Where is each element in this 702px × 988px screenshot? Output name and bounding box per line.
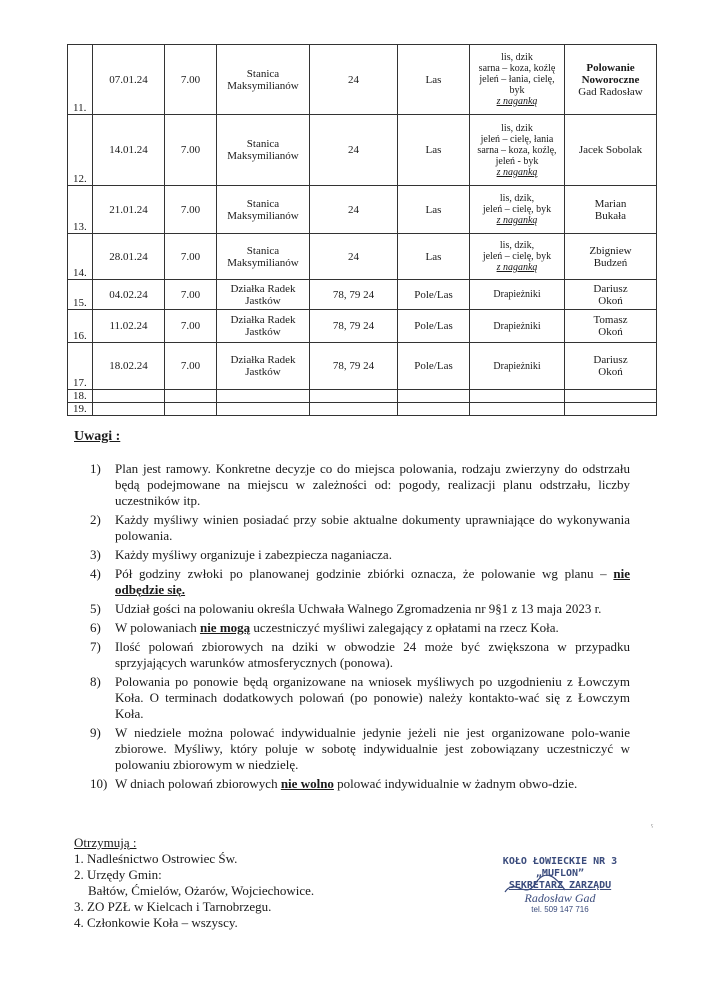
hunt-organizer: [565, 403, 657, 416]
hunt-place: Stanica Maksymilianów: [217, 115, 310, 186]
game-line: lis, dzik: [501, 52, 533, 63]
beaters-note: z naganką: [496, 262, 538, 273]
notes-heading: Uwagi :: [74, 429, 121, 444]
row-number: 16.: [68, 310, 93, 343]
note-number: 10): [90, 776, 108, 791]
hunt-date: 07.01.24: [93, 45, 165, 115]
note-text: Udział gości na polowaniu określa Uchwała Walnego Zgromadzenia nr 9§1 z 13 maja 2023 r.: [115, 601, 602, 616]
margin-mark: ˤ: [651, 822, 654, 832]
hunt-time: 7.00: [165, 343, 217, 390]
recipients-block: [74, 835, 314, 931]
hunt-date: 04.02.24: [93, 280, 165, 310]
note-item: [90, 566, 630, 598]
note-emphasis: nie mogą: [199, 620, 251, 635]
organizer-line: Zbigniew: [589, 244, 632, 257]
hunt-organizer: [565, 186, 657, 234]
stamp-signature: Radosław Gad: [524, 891, 596, 905]
game-line: lis, dzik: [501, 122, 533, 134]
hunt-game: [470, 45, 565, 115]
hunt-game: [470, 343, 565, 390]
hunt-area: [398, 403, 470, 416]
table-row: [68, 403, 657, 416]
hunt-game: [470, 310, 565, 343]
hunt-district: 24: [310, 186, 398, 234]
hunt-date: 11.02.24: [93, 310, 165, 343]
note-item: [90, 639, 630, 671]
row-number: 15.: [68, 280, 93, 310]
hunt-time: [165, 390, 217, 403]
row-number: 19.: [68, 403, 93, 416]
note-item: [90, 674, 630, 722]
recipient-line: 2. Urzędy Gmin:: [74, 867, 162, 882]
game-line: Drapieżniki: [493, 360, 541, 372]
hunt-place: Stanica Maksymilianów: [217, 45, 310, 115]
note-text: W polowaniach: [115, 620, 200, 635]
hunt-organizer: [565, 234, 657, 280]
hunt-district: 24: [310, 115, 398, 186]
hunt-game: [470, 280, 565, 310]
hunt-area: Pole/Las: [398, 280, 470, 310]
notes-list: [90, 461, 630, 795]
note-text: Ilość polowań zbiorowych na dziki w obwodzie 24 może być zwiększona w przypadku sprzyjających warunków atmosferycznych (ponowa).: [115, 639, 630, 670]
game-line: jeleń - byk: [495, 155, 539, 167]
hunt-date: 28.01.24: [93, 234, 165, 280]
table-row: [68, 234, 657, 280]
game-line: lis, dzik,: [499, 193, 535, 204]
hunt-time: 7.00: [165, 280, 217, 310]
hunt-district: [310, 390, 398, 403]
hunt-area: Las: [398, 234, 470, 280]
game-line: jeleń – łania, cielę,: [479, 74, 555, 85]
hunt-time: [165, 403, 217, 416]
recipients-heading: Otrzymują :: [74, 835, 137, 850]
note-text: W niedziele można polować indywidualnie jedynie jeżeli nie jest organizowane polo-wanie zbiorowe. Myśliwy, który poluje w sobotę indywidualnie jest zobowiązany uczestniczyć w polowaniu zbiorowym w niedzielę.: [115, 725, 630, 772]
hunt-place: [217, 403, 310, 416]
beaters-note: z naganką: [496, 215, 538, 226]
game-line: Drapieżniki: [493, 289, 541, 300]
organizer-line: Noworoczne: [581, 73, 640, 86]
note-text: Pół godziny zwłoki po planowanej godzinie zbiórki oznacza, że polowanie wg planu –: [115, 566, 614, 581]
note-text: uczestniczyć myśliwi zalegający z opłatami na rzecz Koła.: [250, 620, 559, 635]
game-line: lis, dzik,: [499, 240, 535, 251]
note-number: 2): [90, 512, 101, 527]
note-text: Plan jest ramowy. Konkretne decyzje co do miejsca polowania, rodzaju zwierzyny do odstrzału będą podejmowane na miejscu w zależności od: pogody, realizacji planu odstrzału, liczby uczestników itp.: [115, 461, 630, 508]
recipient-line: Bałtów, Ćmielów, Ożarów, Wojciechowice.: [88, 883, 315, 898]
handwritten-signature-icon: [500, 872, 570, 902]
organizer-line: Polowanie: [586, 61, 635, 74]
game-line: jeleń – cielę, łania: [480, 133, 554, 145]
note-item: [90, 461, 630, 509]
organizer-line: Marian: [594, 197, 627, 210]
hunt-area: Las: [398, 45, 470, 115]
note-text: Każdy myśliwy winien posiadać przy sobie aktualne dokumenty uprawniające do wykonywania polowania.: [115, 512, 630, 543]
note-item: [90, 620, 630, 636]
hunt-time: 7.00: [165, 45, 217, 115]
game-line: sarna – koza, koźlę,: [477, 144, 557, 156]
hunt-date: 21.01.24: [93, 186, 165, 234]
hunt-district: [310, 403, 398, 416]
game-line: jeleń – cielę, byk: [482, 251, 552, 262]
hunt-time: 7.00: [165, 234, 217, 280]
hunt-time: 7.00: [165, 310, 217, 343]
hunt-game: [470, 403, 565, 416]
hunt-game: [470, 234, 565, 280]
table-row: [68, 186, 657, 234]
note-item: [90, 776, 630, 792]
game-line: Drapieżniki: [493, 320, 541, 332]
hunt-district: 78, 79 24: [310, 310, 398, 343]
organizer-line: Gad Radosław: [578, 85, 643, 98]
hunt-schedule-table: [67, 44, 657, 416]
hunt-organizer: [565, 343, 657, 390]
table-row: [68, 390, 657, 403]
note-item: [90, 547, 630, 563]
row-number: 17.: [68, 343, 93, 390]
hunt-place: Stanica Maksymilianów: [217, 186, 310, 234]
organizer-line: Bukała: [594, 209, 627, 222]
hunt-place: Stanica Maksymilianów: [217, 234, 310, 280]
hunt-organizer: [565, 115, 657, 186]
hunt-game: [470, 186, 565, 234]
beaters-note: z naganką: [496, 96, 538, 107]
hunt-place: Działka Radek Jastków: [217, 280, 310, 310]
stamp-club-motto: „MUFLON”: [535, 868, 585, 879]
note-number: 7): [90, 639, 101, 654]
note-number: 9): [90, 725, 101, 740]
row-number: 13.: [68, 186, 93, 234]
organizer-line: Okoń: [598, 366, 623, 378]
note-number: 6): [90, 620, 101, 635]
table-row: [68, 115, 657, 186]
hunt-game: [470, 390, 565, 403]
hunt-date: 18.02.24: [93, 343, 165, 390]
note-number: 8): [90, 674, 101, 689]
hunt-district: 24: [310, 45, 398, 115]
note-number: 4): [90, 566, 101, 581]
hunt-district: 78, 79 24: [310, 280, 398, 310]
hunt-place: Działka Radek Jastków: [217, 310, 310, 343]
note-item: [90, 512, 630, 544]
table-row: [68, 310, 657, 343]
hunt-area: Las: [398, 186, 470, 234]
note-item: [90, 601, 630, 617]
recipient-line: 1. Nadleśnictwo Ostrowiec Św.: [74, 851, 238, 866]
hunt-date: 14.01.24: [93, 115, 165, 186]
hunt-game: [470, 115, 565, 186]
hunt-area: [398, 390, 470, 403]
row-number: 11.: [68, 45, 93, 115]
stamp-phone: tel. 509 147 716: [531, 905, 589, 914]
organizer-line: Dariusz: [593, 282, 628, 295]
game-line: jeleń – cielę, byk: [482, 204, 552, 215]
note-emphasis: nie odbędzie się.: [115, 566, 630, 597]
note-text: polować indywidualnie w żadnym obwo-dzie.: [333, 776, 578, 791]
organizer-line: Budzeń: [593, 256, 628, 269]
hunt-place: [217, 390, 310, 403]
row-number: 14.: [68, 234, 93, 280]
note-text: W dniach polowań zbiorowych: [115, 776, 281, 791]
row-number: 12.: [68, 115, 93, 186]
note-text: Każdy myśliwy organizuje i zabezpiecza naganiacza.: [115, 547, 392, 562]
row-number: 18.: [68, 390, 93, 403]
note-number: 5): [90, 601, 101, 616]
hunt-organizer: [565, 280, 657, 310]
organizer-line: Okoń: [598, 326, 623, 338]
organizer-line: Dariusz: [593, 354, 628, 366]
game-line: byk: [509, 85, 525, 96]
note-emphasis: nie wolno: [280, 776, 334, 791]
hunt-area: Las: [398, 115, 470, 186]
hunt-place: Działka Radek Jastków: [217, 343, 310, 390]
recipient-line: 3. ZO PZŁ w Kielcach i Tarnobrzegu.: [74, 899, 272, 914]
hunt-date: [93, 403, 165, 416]
table-row: [68, 280, 657, 310]
hunt-time: 7.00: [165, 115, 217, 186]
organizer-line: Jacek Sobolak: [578, 144, 643, 156]
hunt-organizer: [565, 310, 657, 343]
stamp-title: SEKRETARZ ZARZĄDU: [508, 880, 612, 891]
table-row: [68, 343, 657, 390]
note-number: 3): [90, 547, 101, 562]
hunt-area: Pole/Las: [398, 310, 470, 343]
hunt-organizer: [565, 390, 657, 403]
game-line: sarna – koza, koźlę: [478, 63, 556, 74]
hunt-district: 24: [310, 234, 398, 280]
hunt-time: 7.00: [165, 186, 217, 234]
hunt-organizer: [565, 45, 657, 115]
table-row: [68, 45, 657, 115]
note-text: Polowania po ponowie będą organizowane na wniosek myśliwych po uzgodnieniu z Łowczym Koła. O terminach dodatkowych polowań (po ponowie) należy kontakto-wać się z Łowczym Koła.: [115, 674, 630, 721]
organizer-line: Okoń: [598, 294, 623, 307]
hunt-district: 78, 79 24: [310, 343, 398, 390]
hunt-date: [93, 390, 165, 403]
stamp-club-name: KOŁO ŁOWIECKIE NR 3: [502, 856, 618, 867]
note-number: 1): [90, 461, 101, 476]
organizer-line: Tomasz: [593, 314, 628, 326]
note-item: [90, 725, 630, 773]
beaters-note: z naganką: [496, 166, 538, 178]
hunt-area: Pole/Las: [398, 343, 470, 390]
recipient-line: 4. Członkowie Koła – wszyscy.: [74, 915, 238, 930]
